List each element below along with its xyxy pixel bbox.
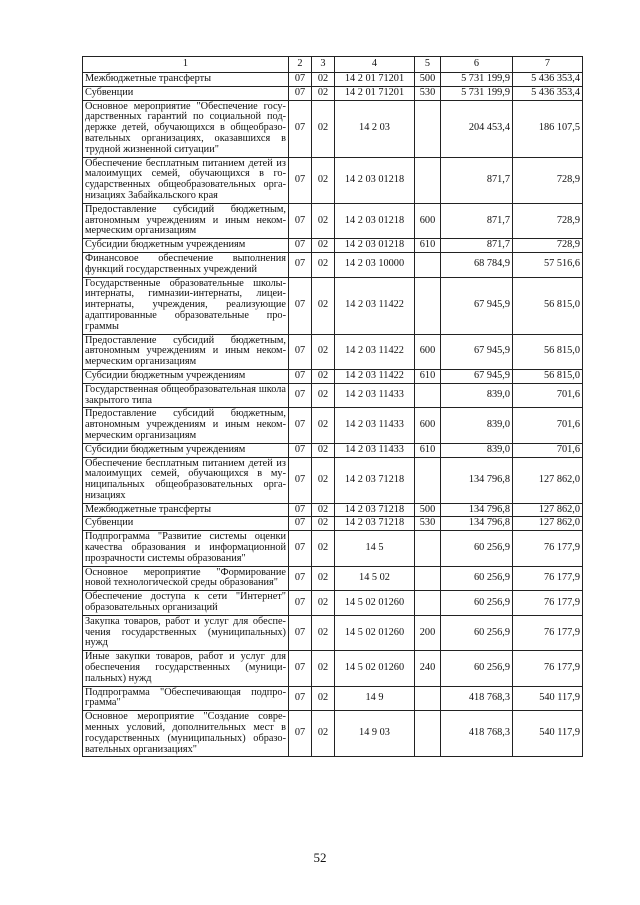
row-amount-1: 134 796,8 — [441, 517, 513, 531]
row-subsection: 02 — [312, 369, 335, 383]
row-subsection: 02 — [312, 157, 335, 203]
table-row — [83, 517, 583, 531]
table-row — [83, 443, 583, 457]
header-col-6: 6 — [441, 57, 513, 73]
header-col-1: 1 — [83, 57, 289, 73]
row-section: 07 — [289, 252, 312, 277]
row-section: 07 — [289, 277, 312, 334]
row-expense-type: 200 — [415, 615, 441, 650]
row-section: 07 — [289, 443, 312, 457]
header-col-4: 4 — [335, 57, 415, 73]
row-subsection: 02 — [312, 531, 335, 566]
row-section: 07 — [289, 408, 312, 443]
row-section: 07 — [289, 591, 312, 616]
table-row — [83, 100, 583, 157]
row-subsection: 02 — [312, 252, 335, 277]
table-row — [83, 711, 583, 757]
row-amount-1: 871,7 — [441, 157, 513, 203]
row-target-code: 14 2 03 01218 — [335, 239, 415, 253]
row-name: Субвенции — [83, 517, 289, 531]
table-row — [83, 252, 583, 277]
row-section: 07 — [289, 566, 312, 591]
row-amount-2: 186 107,5 — [513, 100, 583, 157]
row-expense-type — [415, 100, 441, 157]
row-amount-1: 839,0 — [441, 443, 513, 457]
row-name: Субвенции — [83, 86, 289, 100]
row-amount-2: 76 177,9 — [513, 531, 583, 566]
row-amount-1: 839,0 — [441, 383, 513, 408]
table-row — [83, 686, 583, 711]
row-name: Подпрограмма "Обеспечивающая подпро-грамма" — [83, 686, 289, 711]
row-expense-type — [415, 686, 441, 711]
table-row — [83, 86, 583, 100]
row-amount-1: 204 453,4 — [441, 100, 513, 157]
row-name: Субсидии бюджетным учреждениям — [83, 239, 289, 253]
row-name: Иные закупки товаров, работ и услуг для обеспечения государственных (муници-пальных) нужд — [83, 651, 289, 686]
row-target-code: 14 5 02 — [335, 566, 415, 591]
row-section: 07 — [289, 73, 312, 87]
row-target-code: 14 5 02 01260 — [335, 615, 415, 650]
table-row — [83, 457, 583, 503]
row-subsection: 02 — [312, 203, 335, 238]
row-expense-type — [415, 711, 441, 757]
row-section: 07 — [289, 651, 312, 686]
row-name: Обеспечение бесплатным питанием детей из малоимущих семей, обучающихся в му-ниципальных общеобразовательных орга-низациях — [83, 457, 289, 503]
row-amount-1: 60 256,9 — [441, 615, 513, 650]
table-row — [83, 157, 583, 203]
row-section: 07 — [289, 100, 312, 157]
row-target-code: 14 5 — [335, 531, 415, 566]
row-target-code: 14 2 03 10000 — [335, 252, 415, 277]
row-expense-type: 530 — [415, 517, 441, 531]
row-expense-type: 610 — [415, 239, 441, 253]
row-expense-type: 610 — [415, 369, 441, 383]
row-amount-2: 56 815,0 — [513, 369, 583, 383]
row-amount-1: 418 768,3 — [441, 711, 513, 757]
row-amount-2: 127 862,0 — [513, 503, 583, 517]
row-subsection: 02 — [312, 73, 335, 87]
row-subsection: 02 — [312, 239, 335, 253]
row-target-code: 14 2 03 71218 — [335, 517, 415, 531]
header-col-7: 7 — [513, 57, 583, 73]
table-row — [83, 383, 583, 408]
row-section: 07 — [289, 531, 312, 566]
row-expense-type — [415, 566, 441, 591]
table-row — [83, 566, 583, 591]
row-subsection: 02 — [312, 408, 335, 443]
row-section: 07 — [289, 239, 312, 253]
row-amount-2: 728,9 — [513, 157, 583, 203]
row-amount-1: 134 796,8 — [441, 503, 513, 517]
table-row — [83, 503, 583, 517]
row-subsection: 02 — [312, 566, 335, 591]
row-subsection: 02 — [312, 277, 335, 334]
row-name: Субсидии бюджетным учреждениям — [83, 369, 289, 383]
row-amount-2: 728,9 — [513, 203, 583, 238]
row-target-code: 14 5 02 01260 — [335, 651, 415, 686]
row-name: Финансовое обеспечение выполнения функций государственных учреждений — [83, 252, 289, 277]
row-subsection: 02 — [312, 651, 335, 686]
row-expense-type — [415, 252, 441, 277]
header-col-5: 5 — [415, 57, 441, 73]
row-section: 07 — [289, 203, 312, 238]
table-row — [83, 531, 583, 566]
table-row — [83, 277, 583, 334]
row-amount-2: 5 436 353,4 — [513, 73, 583, 87]
row-amount-2: 56 815,0 — [513, 334, 583, 369]
row-subsection: 02 — [312, 334, 335, 369]
row-subsection: 02 — [312, 457, 335, 503]
row-expense-type: 600 — [415, 203, 441, 238]
row-subsection: 02 — [312, 383, 335, 408]
row-amount-2: 76 177,9 — [513, 566, 583, 591]
table-row — [83, 591, 583, 616]
row-target-code: 14 9 03 — [335, 711, 415, 757]
row-amount-1: 839,0 — [441, 408, 513, 443]
row-name: Обеспечение бесплатным питанием детей из малоимущих семей, обучающихся в го-сударственных общеобразовательных орга-низациях Забайкальского края — [83, 157, 289, 203]
row-section: 07 — [289, 86, 312, 100]
row-amount-1: 5 731 199,9 — [441, 73, 513, 87]
row-amount-2: 728,9 — [513, 239, 583, 253]
row-amount-2: 127 862,0 — [513, 457, 583, 503]
row-subsection: 02 — [312, 686, 335, 711]
row-amount-1: 68 784,9 — [441, 252, 513, 277]
table-row — [83, 73, 583, 87]
row-name: Предоставление субсидий бюджетным, автономным учреждениям и иным неком-мерческим организациям — [83, 203, 289, 238]
header-row — [83, 57, 583, 73]
row-section: 07 — [289, 517, 312, 531]
row-section: 07 — [289, 383, 312, 408]
row-name: Межбюджетные трансферты — [83, 503, 289, 517]
row-amount-2: 701,6 — [513, 383, 583, 408]
table-row — [83, 239, 583, 253]
row-section: 07 — [289, 157, 312, 203]
header-col-2: 2 — [289, 57, 312, 73]
row-amount-1: 60 256,9 — [441, 651, 513, 686]
row-subsection: 02 — [312, 86, 335, 100]
table-row — [83, 369, 583, 383]
table-row — [83, 334, 583, 369]
row-section: 07 — [289, 503, 312, 517]
row-target-code: 14 2 03 01218 — [335, 203, 415, 238]
row-target-code: 14 2 03 11422 — [335, 277, 415, 334]
row-amount-1: 871,7 — [441, 239, 513, 253]
row-amount-1: 60 256,9 — [441, 566, 513, 591]
row-name: Субсидии бюджетным учреждениям — [83, 443, 289, 457]
row-name: Основное мероприятие "Обеспечение госу-дарственных гарантий по социальной под-держке детей, обучающихся в общеобразо-вательных организациях, оказавшихся в трудной жизненной ситуации" — [83, 100, 289, 157]
row-amount-1: 67 945,9 — [441, 369, 513, 383]
row-amount-2: 701,6 — [513, 443, 583, 457]
row-subsection: 02 — [312, 591, 335, 616]
row-amount-1: 67 945,9 — [441, 334, 513, 369]
row-amount-1: 418 768,3 — [441, 686, 513, 711]
row-name: Межбюджетные трансферты — [83, 73, 289, 87]
row-target-code: 14 2 03 11422 — [335, 334, 415, 369]
row-target-code: 14 2 03 71218 — [335, 503, 415, 517]
row-name: Предоставление субсидий бюджетным, автономным учреждениям и иным неком-мерческим организациям — [83, 334, 289, 369]
budget-table — [82, 56, 583, 757]
row-expense-type — [415, 531, 441, 566]
row-subsection: 02 — [312, 517, 335, 531]
row-subsection: 02 — [312, 443, 335, 457]
row-amount-2: 76 177,9 — [513, 591, 583, 616]
header-col-3: 3 — [312, 57, 335, 73]
row-amount-1: 871,7 — [441, 203, 513, 238]
row-expense-type — [415, 277, 441, 334]
row-target-code: 14 2 01 71201 — [335, 73, 415, 87]
row-section: 07 — [289, 369, 312, 383]
row-expense-type: 530 — [415, 86, 441, 100]
row-amount-2: 76 177,9 — [513, 615, 583, 650]
row-section: 07 — [289, 334, 312, 369]
row-name: Обеспечение доступа к сети "Интернет" образовательных организаций — [83, 591, 289, 616]
table-row — [83, 651, 583, 686]
row-amount-2: 76 177,9 — [513, 651, 583, 686]
table-row — [83, 615, 583, 650]
row-amount-1: 60 256,9 — [441, 531, 513, 566]
row-target-code: 14 2 03 — [335, 100, 415, 157]
row-section: 07 — [289, 615, 312, 650]
row-expense-type: 600 — [415, 408, 441, 443]
row-target-code: 14 2 03 01218 — [335, 157, 415, 203]
row-expense-type: 500 — [415, 503, 441, 517]
row-expense-type: 500 — [415, 73, 441, 87]
table-row — [83, 203, 583, 238]
row-amount-1: 60 256,9 — [441, 591, 513, 616]
row-amount-2: 540 117,9 — [513, 711, 583, 757]
row-name: Государственная общеобразовательная школа закрытого типа — [83, 383, 289, 408]
row-target-code: 14 2 03 11433 — [335, 408, 415, 443]
row-expense-type — [415, 157, 441, 203]
row-amount-2: 5 436 353,4 — [513, 86, 583, 100]
row-amount-2: 701,6 — [513, 408, 583, 443]
row-target-code: 14 9 — [335, 686, 415, 711]
row-target-code: 14 2 03 11422 — [335, 369, 415, 383]
table-row — [83, 408, 583, 443]
row-subsection: 02 — [312, 615, 335, 650]
row-name: Закупка товаров, работ и услуг для обеспе-чения государственных (муниципальных) нужд — [83, 615, 289, 650]
row-section: 07 — [289, 711, 312, 757]
row-name: Подпрограмма "Развитие системы оценки качества образования и информационной прозрачности системы образования" — [83, 531, 289, 566]
row-amount-1: 5 731 199,9 — [441, 86, 513, 100]
row-amount-1: 134 796,8 — [441, 457, 513, 503]
row-target-code: 14 2 03 11433 — [335, 443, 415, 457]
row-amount-2: 127 862,0 — [513, 517, 583, 531]
row-subsection: 02 — [312, 711, 335, 757]
row-section: 07 — [289, 457, 312, 503]
row-amount-1: 67 945,9 — [441, 277, 513, 334]
row-target-code: 14 2 03 71218 — [335, 457, 415, 503]
row-target-code: 14 2 03 11433 — [335, 383, 415, 408]
row-expense-type — [415, 383, 441, 408]
row-target-code: 14 5 02 01260 — [335, 591, 415, 616]
row-name: Основное мероприятие "Создание совре-менных условий, дополнительных мест в государственных (муниципальных) образо-вательных организациях" — [83, 711, 289, 757]
row-expense-type — [415, 457, 441, 503]
row-subsection: 02 — [312, 503, 335, 517]
row-target-code: 14 2 01 71201 — [335, 86, 415, 100]
row-amount-2: 56 815,0 — [513, 277, 583, 334]
row-subsection: 02 — [312, 100, 335, 157]
page-number: 52 — [313, 850, 327, 865]
row-name: Предоставление субсидий бюджетным, автономным учреждениям и иным неком-мерческим организациям — [83, 408, 289, 443]
row-expense-type: 610 — [415, 443, 441, 457]
row-expense-type: 600 — [415, 334, 441, 369]
row-amount-2: 57 516,6 — [513, 252, 583, 277]
row-name: Государственные образовательные школы-интернаты, гимназии-интернаты, лицеи-интернаты, учреждения, реализующие адаптированные образовательные про-граммы — [83, 277, 289, 334]
row-section: 07 — [289, 686, 312, 711]
row-expense-type: 240 — [415, 651, 441, 686]
row-name: Основное мероприятие "Формирование новой технологической среды образования" — [83, 566, 289, 591]
row-expense-type — [415, 591, 441, 616]
row-amount-2: 540 117,9 — [513, 686, 583, 711]
